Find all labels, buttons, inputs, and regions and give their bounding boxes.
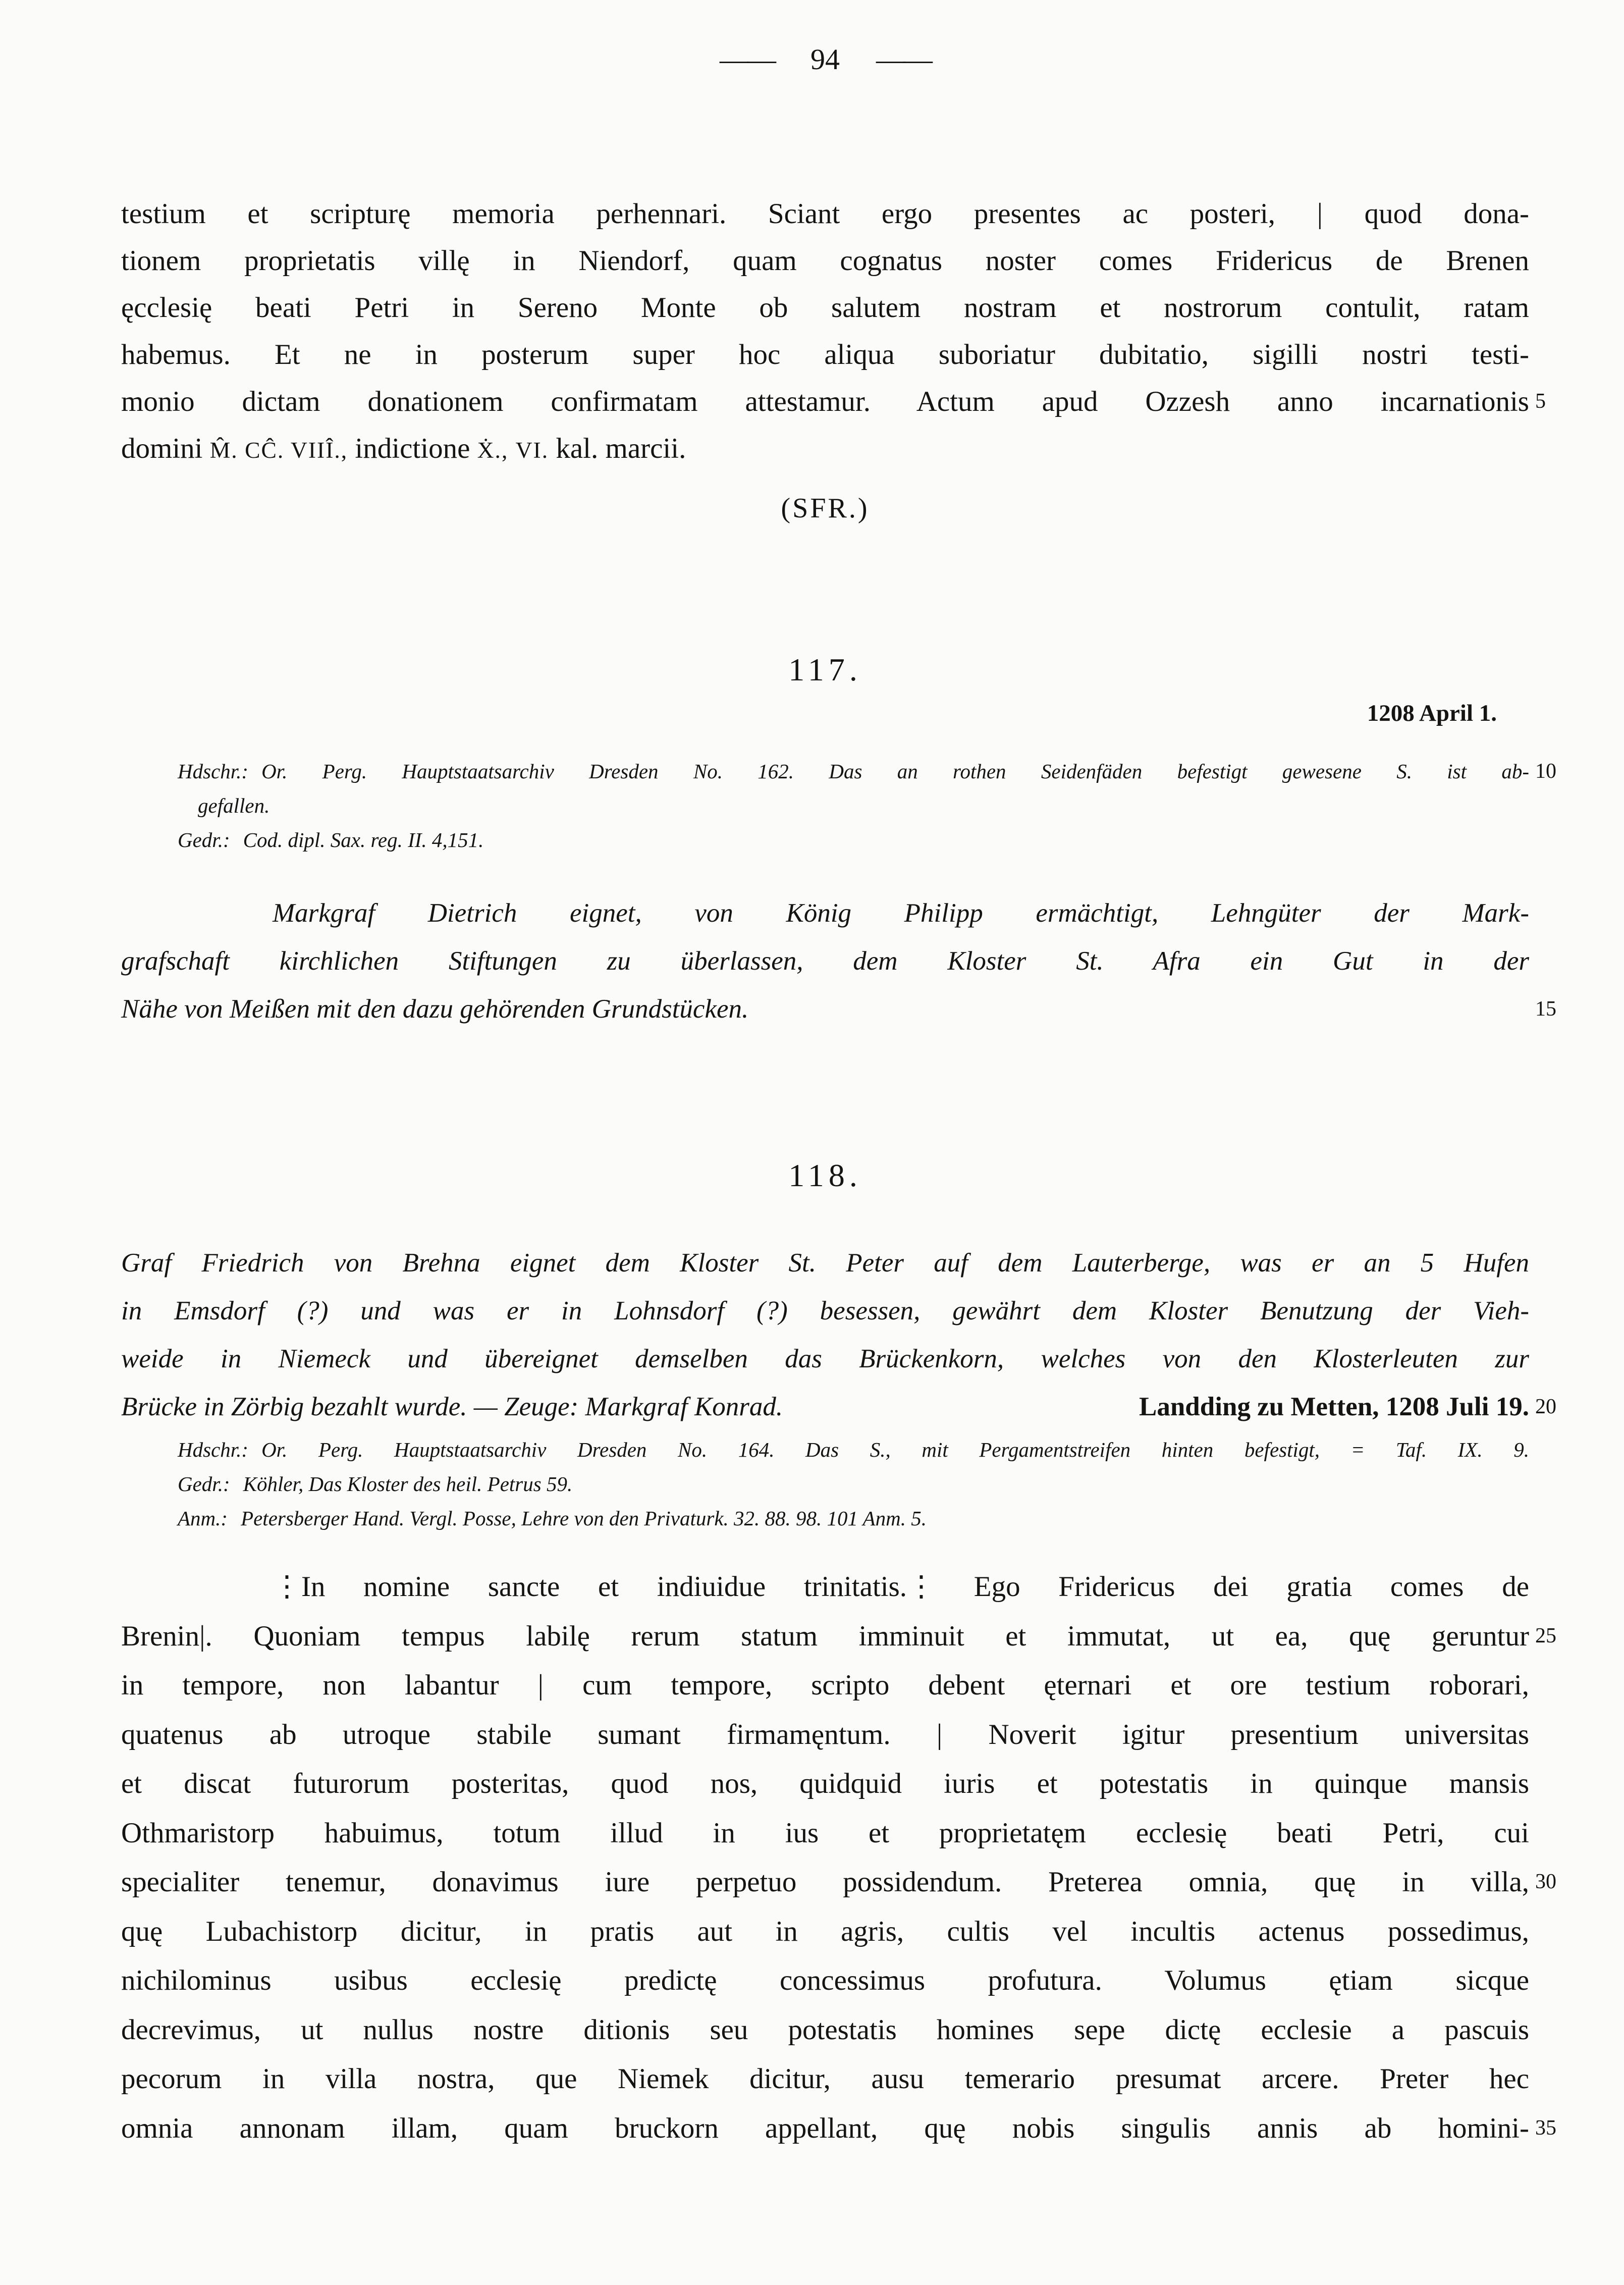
entry-117-apparatus [121,754,1556,857]
margin-line-number: 35 [1535,2116,1556,2140]
line-text: grafschaft kirchlichen Stiftungen zu überlassen, dem Kloster St. Afra ein Gut in der [121,946,1529,976]
charter-text-line [121,378,1546,425]
regest-line [121,937,1529,985]
regest-line [121,1287,1529,1335]
charter-text-line [121,2104,1556,2153]
apparatus-label: Hdschr.: [178,1438,249,1461]
charter-text-line [121,1562,1529,1612]
line-text: Petersberger Hand. Vergl. Posse, Lehre von den Privaturk. 32. 88. 98. 101 Anm. 5. [241,1507,927,1530]
roman-numeral: VI. [515,437,549,463]
line-text: testium et scripturę memoria perhennari. Sciant ergo presentes ac posteri, | quod dona- [121,198,1529,230]
entry-116-text [121,190,1546,473]
charter-text-line [121,1907,1529,1956]
line-text: quę Lubachistorp dicitur, in pratis aut in agris, cultis vel incultis actenus possedimus, [121,1915,1529,1947]
apparatus-line [121,1501,1529,1535]
line-text: ęcclesię beati Petri in Sereno Monte ob salutem nostram et nostrorum contulit, ratam [121,292,1529,324]
margin-line-number: 10 [1535,760,1556,783]
apparatus-label: Hdschr.: [178,760,249,783]
charter-text-line [121,1661,1529,1710]
line-text: in Emsdorf (?) und was er in Lohnsdorf (?) besessen, gewährt dem Kloster Benutzung der Vieh- [121,1296,1529,1325]
charter-text-line [121,1857,1556,1907]
line-text: decrevimus, ut nullus nostre ditionis seu potestatis homines sepe dictę ecclesie a pascuis [121,2013,1529,2046]
regest-line [121,889,1529,937]
line-text: domini [121,433,210,464]
charter-text-line [121,2054,1529,2104]
entry-number-heading: 118. [788,1157,862,1193]
seal-formula-mark: (SFR.) [781,493,870,524]
line-text: habemus. Et ne in posterum super hoc aliqua suboriatur dubitatio, sigilli nostri testi- [121,339,1529,370]
apparatus-line [121,1432,1529,1467]
apparatus-label: Gedr.: [178,828,230,852]
page-number: 94 [810,43,840,76]
apparatus-line [121,788,1529,823]
regest-line [121,1335,1529,1383]
line-text: et discat futurorum posteritas, quod nos, quidquid iuris et potestatis in quinque mansis [121,1768,1529,1799]
charter-place-date: Landding zu Metten, 1208 Juli 19. [1139,1392,1529,1421]
entry-118-text [121,1562,1556,2153]
header-rule-left: —— [720,43,774,76]
line-text: gefallen. [198,794,270,817]
text-column [121,0,1556,2285]
apparatus-line [121,754,1556,788]
charter-text-line [121,331,1529,378]
entry-118 [121,1157,1529,1194]
margin-line-number: 25 [1535,1624,1556,1648]
entry-number-heading: 117. [788,652,862,687]
charter-text-line [121,1956,1529,2005]
charter-text-line [121,284,1529,331]
apparatus-label: Gedr.: [178,1472,230,1496]
line-text: Köhler, Das Kloster des heil. Petrus 59. [243,1472,573,1496]
line-text: Othmaristorp habuimus, totum illud in ius et proprietatęm ecclesię beati Petri, cui [121,1817,1529,1849]
regest-line [121,985,1556,1033]
line-text: in tempore, non labantur | cum tempore, scripto debent ęternari et ore testium roborari, [121,1669,1529,1701]
line-text: weide in Niemeck und übereignet demselben das Brückenkorn, welches von den Klosterleuten zur [121,1344,1529,1373]
margin-line-number: 30 [1535,1870,1556,1893]
line-text: indictione [348,433,477,464]
regest-witness-line [121,1383,1556,1431]
line-text: specialiter tenemur, donavimus iure perpetuo possidendum. Preterea omnia, quę in villa, [121,1866,1529,1898]
page-header [121,42,1529,76]
line-text: Markgraf Dietrich eignet, von König Philipp ermächtigt, Lehngüter der Mark- [273,898,1529,928]
line-text: tionem proprietatis villę in Niendorf, quam cognatus noster comes Fridericus de Brenen [121,245,1529,277]
entry-date: 1208 April 1. [1367,700,1497,726]
line-text: ⋮In nomine sancte et indiuidue trinitatis.⋮ Ego Fridericus dei gratia comes de [273,1571,1529,1603]
line-text: Cod. dipl. Sax. reg. II. 4,151. [243,828,484,852]
apparatus-line [121,1467,1529,1501]
entry-118-apparatus [121,1432,1529,1535]
line-text: Brenin|. Quoniam tempus labilę rerum statum imminuit et immutat, ut ea, quę geruntur [121,1620,1529,1652]
line-text [508,433,515,464]
margin-line-number: 5 [1535,390,1546,413]
charter-text-line [121,1809,1529,1858]
margin-line-number: 15 [1535,997,1556,1021]
charter-text-line [121,1612,1556,1661]
line-text: nichilominus usibus ecclesię predictę concessimus profutura. Volumus ętiam sicque [121,1964,1529,1996]
entry-118-regest [121,1239,1556,1431]
roman-numeral: Ẋ., [477,437,509,463]
entry-117 [121,651,1529,727]
line-text: Or. Perg. Hauptstaatsarchiv Dresden No. 162. Das an rothen Seidenfäden befestigt gewesene S. ist ab- [261,760,1529,783]
roman-numeral: M̂. CĈ. VIIÎ., [209,437,348,463]
header-rule-right: —— [876,43,931,76]
regest-line [121,1239,1529,1287]
line-text: kal. marcii. [549,433,686,464]
line-text: Graf Friedrich von Brehna eignet dem Kloster St. Peter auf dem Lauterberge, was er an 5 Hufen [121,1248,1529,1278]
charter-text-line [121,2005,1529,2055]
margin-line-number: 20 [1535,1395,1556,1418]
charter-text-line [121,1759,1529,1809]
charter-text-line [121,237,1529,284]
charter-text-line [121,1710,1529,1760]
apparatus-line [121,823,1529,857]
line-text: quatenus ab utroque stabile sumant firmamęntum. | Noverit igitur presentium universitas [121,1718,1529,1750]
line-text: Nähe von Meißen mit den dazu gehörenden Grundstücken. [121,994,749,1024]
charter-date-line [121,425,1529,473]
apparatus-label: Anm.: [178,1507,228,1530]
regest-text: Brücke in Zörbig bezahlt wurde. — Zeuge: Markgraf Konrad. [121,1392,783,1421]
charter-text-line [121,190,1529,237]
line-text: pecorum in villa nostra, que Niemek dicitur, ausu temerario presumat arcere. Preter hec [121,2063,1529,2095]
line-text: Or. Perg. Hauptstaatsarchiv Dresden No. 164. Das S., mit Pergamentstreifen hinten befestigt, = Taf. IX. 9. [261,1438,1529,1461]
entry-117-regest [121,889,1556,1033]
line-text: monio dictam donationem confirmatam attestamur. Actum apud Ozzesh anno incarnationis [121,386,1529,417]
line-text: omnia annonam illam, quam bruckorn appellant, quę nobis singulis annis ab homini- [121,2112,1529,2144]
